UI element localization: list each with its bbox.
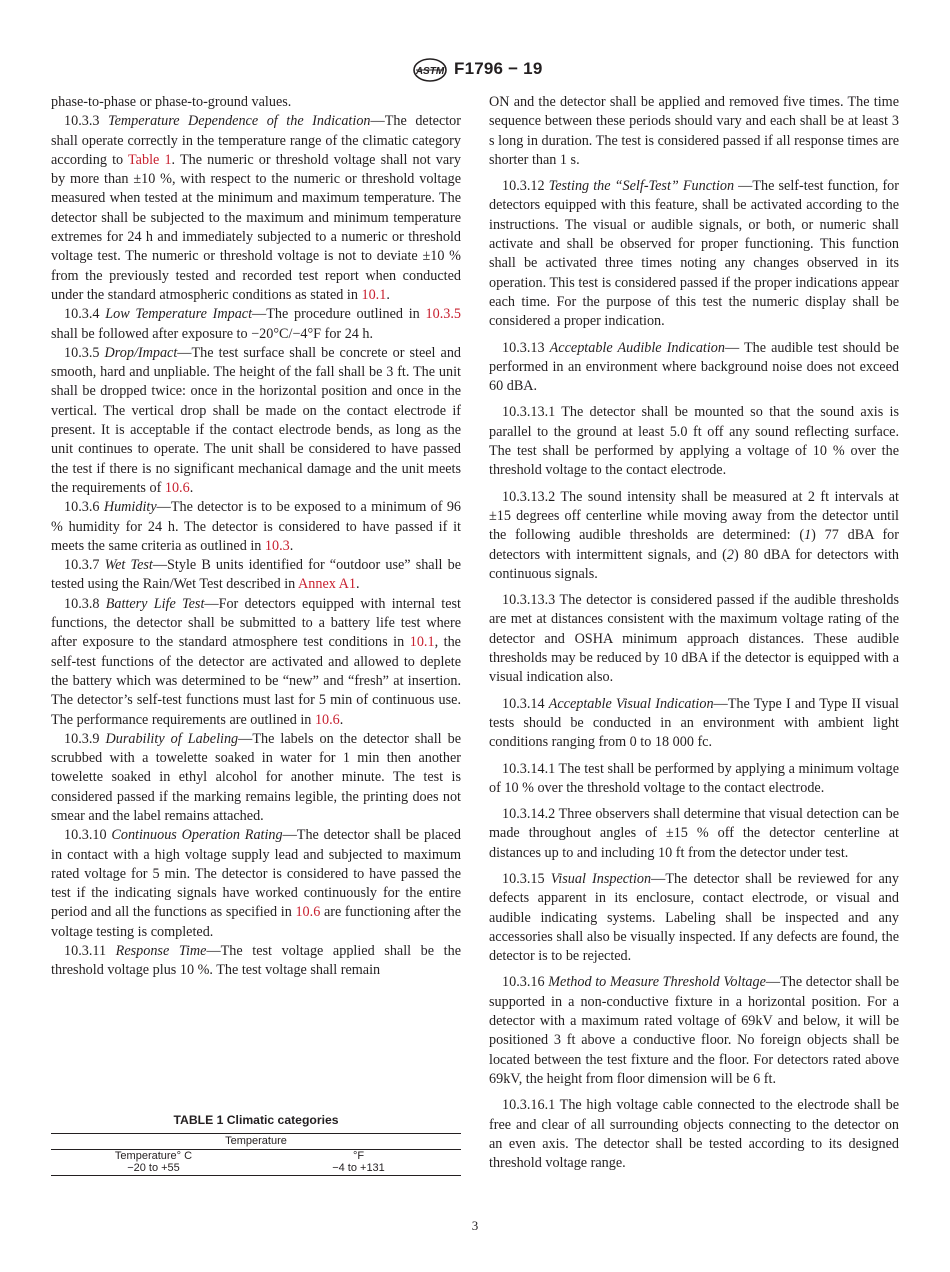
section-text: —The Type I and Type II visual tests should be conducted in an environment with ambient light conditions ranging from 0 to 18 000 fc.	[489, 695, 899, 751]
section-number: 10.3.9	[64, 730, 100, 747]
list-marker: 1	[804, 527, 812, 544]
table-header-row	[51, 1150, 461, 1163]
section-10-3-13-3: 10.3.13.3 The detector is considered passed if the audible thresholds are met at distances consistent with the maximum voltage rating of the detector and OSHA minimum approach distances. These audible thresholds may be reduced by 10 dBA if the detector is equipped with a visual indication also.	[489, 592, 899, 686]
section-text: —The self-test function, for detectors equipped with this feature, shall be activated according to the instructions. The visual or audible signals, or both, or numeric shall activate and shall be observed for proper functioning. This function shall be activated three times noting any changes observed in its operation. This test is considered passed if the proper indications appear each time. For the purpose of this test the numeric display shall be considered a proper indication.	[489, 178, 899, 330]
section-text: —The detector shall be placed in contact with a high voltage supply lead and subjected to maximum rated voltage for 5 min. The detector is considered to have passed the test if the indicating signals have worked continuously for the entire period and all the functions as specified in	[51, 827, 462, 921]
section-text: — The audible test should be performed in an environment where background noise does not exceed 60 dBA.	[489, 339, 899, 395]
section-text: —The labels on the detector shall be scrubbed with a towelette soaked in water for 1 min then another towelette soaked in ethyl alcohol for another minute. The test is considered passed if the marking remains legible, the printing does not smear and the label remains attached.	[51, 730, 462, 824]
section-10-3-3	[51, 112, 461, 305]
section-10-3-14	[489, 695, 899, 753]
paragraph-continuation: phase-to-phase or phase-to-ground values.	[51, 94, 292, 110]
logo-text: ASTM	[415, 66, 445, 77]
section-10-3-6	[51, 498, 461, 556]
section-10-3-12	[489, 177, 899, 331]
section-text: —The procedure outlined in	[252, 306, 426, 323]
link-10-3[interactable]: 10.3	[264, 537, 290, 554]
section-title: Battery Life Test	[105, 595, 205, 612]
table-group-header: Temperature	[51, 1134, 461, 1150]
link-10-6[interactable]: 10.6	[164, 479, 190, 496]
link-10-3-5[interactable]: 10.3.5	[425, 306, 461, 323]
table-climatic-categories	[51, 1113, 461, 1176]
table-caption: TABLE 1 Climatic categories	[173, 1113, 339, 1127]
section-title: Method to Measure Threshold Voltage	[548, 974, 766, 991]
section-text: , the self-test functions of the detector are activated and allowed to deplete the battery which was determined to be “new” and “fresh” at insertion. The detector’s self-test functions must last for 5 min of continuous use. The performance requirements are outlined in	[51, 634, 461, 728]
section-text: .	[289, 537, 294, 554]
section-10-3-15	[489, 870, 899, 966]
section-title: Drop/Impact	[104, 344, 178, 361]
section-text: .	[339, 711, 344, 728]
astm-logo-icon	[410, 58, 450, 82]
section-title: Humidity	[103, 499, 157, 516]
section-10-3-7	[51, 556, 461, 595]
link-annex-a1[interactable]: Annex A1	[298, 576, 356, 593]
section-text: —The test voltage applied shall be the threshold voltage plus 10 %. The test voltage shall remain	[51, 943, 462, 979]
section-number: 10.3.10	[64, 827, 107, 844]
section-10-3-16	[489, 973, 899, 1089]
section-number: 10.3.14	[502, 695, 545, 712]
section-text: —The detector is to be exposed to a minimum of 96 % humidity for 24 h. The detector is considered to have passed if it meets the same criteria as outlined in	[51, 499, 462, 554]
link-10-6[interactable]: 10.6	[295, 904, 321, 921]
section-text: —The detector shall be supported in a non-conductive fixture in a horizontal position. For a detector with a maximum rated voltage of 69kV and below, it will be positioned 3 ft above a conductive floor. No foreign objects shall be located between the test fixture and the floor. For detectors rated above 69kV, the height from floor dimension will be 6 ft.	[489, 974, 899, 1087]
section-number: 10.3.8	[64, 595, 100, 612]
section-number: 10.3.13	[502, 339, 545, 356]
section-10-3-13	[489, 339, 899, 397]
page-number: 3	[471, 1218, 479, 1233]
section-10-3-13-1: 10.3.13.1 The detector shall be mounted so that the sound axis is parallel to the ground at least 5.0 ft off any sound reflecting surface. The test shall be performed by applying a voltage of 10 % over the threshold voltage to the contact electrode.	[489, 404, 899, 479]
section-10-3-14-2: 10.3.14.2 Three observers shall determine that visual detection can be made throughout angles of ±15 % off the detector centerline at distances up to and including 10 ft from the detector under test.	[489, 806, 899, 861]
table-header-cell: °F	[352, 1149, 365, 1162]
section-text: .	[386, 286, 390, 303]
section-title: Testing the “Self-Test” Function	[548, 178, 735, 195]
section-10-3-9	[51, 730, 461, 826]
section-number: 10.3.11	[64, 943, 107, 960]
section-10-3-10	[51, 826, 461, 942]
paragraph-continuation: ON and the detector shall be applied and removed five times. The time sequence between these periods should vary and each shall be at least 3 s long in duration. The test is considered passed if all response times are shorter than 1 s.	[489, 94, 899, 168]
section-10-3-13-2	[489, 488, 899, 584]
section-title: Continuous Operation Rating	[111, 827, 283, 844]
page-header	[0, 58, 950, 82]
section-title: Wet Test	[104, 557, 153, 574]
table-cell: −4 to +131	[332, 1162, 385, 1174]
section-text: are functioning after the voltage testing is completed.	[51, 904, 461, 940]
section-title: Low Temperature Impact	[105, 306, 253, 323]
table-row	[51, 1162, 461, 1175]
section-10-3-4	[51, 305, 461, 344]
section-text: .	[355, 576, 360, 593]
section-text: —The detector shall be reviewed for any defects apparent in its enclosure, contact electrode, or visual and audible indicating systems. Labeling shall be inspected and any accessories shall also be visually inspected. If any defects are found, the detector is to be rejected.	[489, 870, 899, 965]
document-designation: F1796 − 19	[454, 59, 543, 78]
section-number: 10.3.15	[502, 870, 545, 887]
link-10-1[interactable]: 10.1	[361, 286, 387, 303]
section-number: 10.3.3	[64, 113, 100, 130]
section-text: ) 80 dBA for detectors with continuous signals.	[489, 546, 900, 582]
section-text: —For detectors equipped with internal test functions, the detector shall be submitted to a battery life test where after exposure to the standard atmosphere test conditions in	[51, 595, 461, 651]
section-number: 10.3.6	[64, 499, 100, 516]
section-10-3-14-1: 10.3.14.1 The test shall be performed by applying a minimum voltage of 10 % over the threshold voltage to the contact electrode.	[489, 760, 899, 796]
table-cell: −20 to +55	[127, 1162, 180, 1174]
table-header-cell: Temperature° C	[114, 1149, 193, 1162]
section-title: Durability of Labeling	[105, 730, 239, 747]
section-number: 10.3.7	[64, 557, 100, 574]
section-title: Acceptable Audible Indication	[549, 339, 725, 356]
section-title: Temperature Dependence of the Indication	[108, 113, 371, 130]
section-text: —Style B units identified for “outdoor use” shall be tested using the Rain/Wet Test described in	[51, 557, 462, 593]
section-title: Response Time	[115, 943, 207, 960]
link-10-1[interactable]: 10.1	[409, 634, 435, 651]
link-10-6[interactable]: 10.6	[314, 711, 340, 728]
section-text: .	[189, 479, 194, 496]
right-column	[489, 93, 899, 1180]
section-number: 10.3.5	[64, 344, 100, 361]
list-marker: 2	[726, 546, 734, 563]
section-text: . The numeric or threshold voltage shall not vary by more than ±10 %, with respect to the numeric or threshold voltage measured when tested at the minimum and maximum temperature. The detector shall be subjected to the maximum and minimum temperature extremes for 24 h and immediately subjected to a numeric or threshold voltage test. The numeric or threshold voltage is not to deviate ±10 % from the previously tested and recorded test report when conducted under the standard atmospheric conditions as stated in	[51, 151, 462, 303]
section-10-3-11	[51, 942, 461, 981]
section-10-3-16-1: 10.3.16.1 The high voltage cable connected to the electrode shall be free and clear of all surrounding objects connecting to the detector on an even axis. The detector shall be tested according to its designed threshold voltage range.	[489, 1097, 899, 1172]
section-title: Visual Inspection	[550, 870, 652, 887]
section-text: 10.3.13.2 The sound intensity shall be measured at 2 ft intervals at ±15 degrees off centerline while moving away from the detector until the following audible thresholds are determined: (	[489, 488, 899, 544]
section-text: —The test surface shall be concrete or steel and smooth, hard and unpliable. The height of the fall shall be 3 ft. The unit shall be dropped twice: once in the horizontal position and once in the vertical. The vertical drop shall be made on the contact electrode if present. It is acceptable if the contact electrode bends, as long as the unit continues to operate. The unit shall be considered to have passed the test if there is no significant mechanical damage and the unit meets the requirements of	[51, 344, 462, 496]
section-number: 10.3.16	[502, 974, 545, 991]
section-10-3-8	[51, 595, 461, 730]
section-number: 10.3.12	[502, 178, 545, 195]
section-text: shall be followed after exposure to −20°C/−4°F for 24 h.	[51, 325, 374, 342]
section-text: —The detector shall operate correctly in the temperature range of the climatic category according to	[51, 113, 462, 168]
section-text: ) 77 dBA for detectors with intermittent signals, and (	[489, 527, 899, 563]
section-number: 10.3.4	[64, 306, 100, 323]
section-10-3-5	[51, 344, 461, 498]
section-title: Acceptable Visual Indication	[548, 695, 714, 712]
table-grid	[51, 1133, 461, 1176]
left-column	[51, 93, 461, 981]
link-table-1[interactable]: Table 1	[128, 151, 172, 168]
